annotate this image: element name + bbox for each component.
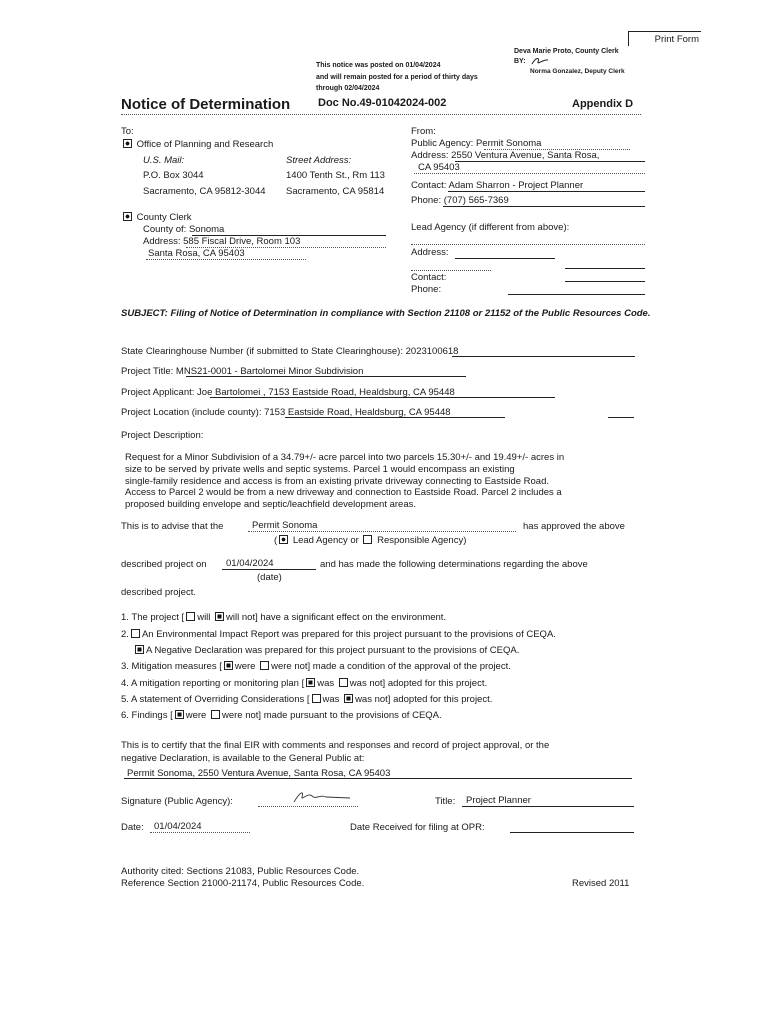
contact-label: Contact:	[411, 180, 447, 191]
county-clerk-label: County Clerk	[136, 212, 192, 223]
date-caption: (date)	[257, 572, 282, 583]
determination-2a: 2. An Environmental Impact Report was prepared for this project pursuant to the provisions of CEQA.	[121, 629, 556, 640]
determination-6: 6. Findings [ were were not] made pursuant to the provisions of CEQA.	[121, 710, 442, 721]
title-value[interactable]: Project Planner	[466, 795, 531, 806]
determination-3: 3. Mitigation measures [ were were not] made a condition of the approval of the project.	[121, 661, 511, 672]
approval-date[interactable]: 01/04/2024	[226, 558, 274, 569]
city-street: Sacramento, CA 95814	[286, 186, 385, 197]
from-address-1[interactable]: 2550 Ventura Avenue, Santa Rosa,	[451, 150, 600, 161]
negative-declaration-checkbox[interactable]	[135, 645, 144, 654]
mitigation-were-not-checkbox[interactable]	[260, 661, 269, 670]
certify-location[interactable]: Permit Sonoma, 2550 Ventura Avenue, Santa Rosa, CA 95403	[127, 768, 391, 779]
advise-suffix: has approved the above	[523, 521, 625, 532]
monitoring-was-checkbox[interactable]	[306, 678, 315, 687]
clerk-initials	[530, 56, 550, 66]
description-line: size to be served by private wells and septic systems. Parcel 1 would encompass an existing	[125, 463, 515, 475]
reference-section: Reference Section 21000-21174, Public Resources Code.	[121, 878, 365, 889]
description-line: proposed building envelope and septic/leachfield development areas.	[125, 499, 417, 511]
lead-agency-checkbox[interactable]	[279, 535, 288, 544]
described-prefix: described project on	[121, 559, 207, 570]
public-agency-value[interactable]: Permit Sonoma	[475, 138, 542, 149]
project-applicant-value[interactable]: Joe Bartolomei , 7153 Eastside Road, Healdsburg, CA 95448	[197, 387, 455, 398]
doc-number: Doc No.49-01042024-002	[318, 97, 447, 109]
signature-scribble	[290, 788, 360, 806]
opr-label: Office of Planning and Research	[136, 139, 274, 150]
posting-line-1: This notice was posted on 01/04/2024	[316, 62, 441, 69]
to-label: To:	[121, 126, 134, 137]
effect-will-checkbox[interactable]	[186, 612, 195, 621]
responsible-agency-option: Responsible Agency)	[377, 535, 467, 546]
overriding-was-not-checkbox[interactable]	[344, 694, 353, 703]
date-value[interactable]: 01/04/2024	[154, 821, 202, 832]
determination-4: 4. A mitigation reporting or monitoring plan [ was was not] adopted for this project.	[121, 678, 488, 689]
from-address-label: Address:	[411, 150, 449, 161]
findings-were-checkbox[interactable]	[175, 710, 184, 719]
print-form-label: Print Form	[654, 34, 699, 45]
determination-1: 1. The project [ will will not] have a significant effect on the environment.	[121, 612, 447, 623]
subject: SUBJECT: Filing of Notice of Determination in compliance with Section 21108 or 21152 of the Public Resources Code.	[121, 308, 651, 319]
advise-prefix: This is to advise that the	[121, 521, 224, 532]
date-label: Date:	[121, 822, 144, 833]
responsible-agency-checkbox[interactable]	[363, 535, 372, 544]
lead-address-label: Address:	[411, 247, 449, 258]
lead-agency-option: Lead Agency or	[292, 535, 359, 546]
sch-value[interactable]: 2023100618	[405, 346, 459, 357]
county-address-label: Address:	[143, 236, 181, 247]
po-box: P.O. Box 3044	[143, 170, 204, 181]
findings-were-not-checkbox[interactable]	[211, 710, 220, 719]
advise-agency[interactable]: Permit Sonoma	[252, 520, 318, 531]
county-clerk-checkbox[interactable]	[123, 212, 132, 221]
public-agency-label: Public Agency:	[411, 138, 474, 149]
opr-received-label: Date Received for filing at OPR:	[350, 822, 485, 833]
described-suffix: and has made the following determinations regarding the above	[320, 559, 588, 570]
described-end: described project.	[121, 587, 196, 598]
lead-contact-label: Contact:	[411, 272, 447, 283]
clerk-by-label: BY:	[514, 58, 526, 65]
description-line: Access to Parcel 2 would be from a new driveway and connection to Eastside Road. Parcel 2 includes a	[125, 487, 562, 499]
street-address-label: Street Address:	[286, 155, 352, 166]
county-of-label: County of:	[143, 224, 187, 235]
certify-line-2: negative Declaration, is available to the General Public at:	[121, 753, 365, 764]
us-mail-label: U.S. Mail:	[143, 155, 185, 166]
opr-checkbox[interactable]	[123, 139, 132, 148]
sch-label: State Clearinghouse Number (if submitted to State Clearinghouse):	[121, 346, 403, 357]
monitoring-was-not-checkbox[interactable]	[339, 678, 348, 687]
clerk-name: Deva Marie Proto, County Clerk	[514, 48, 619, 55]
phone-value[interactable]: (707) 565-7369	[443, 195, 509, 206]
county-address-2[interactable]: Santa Rosa, CA 95403	[148, 248, 245, 259]
from-label: From:	[411, 126, 436, 137]
project-description	[125, 452, 564, 511]
from-address-2[interactable]: CA 95403	[418, 162, 460, 173]
posting-line-3: through 02/04/2024	[316, 85, 380, 92]
county-address-1[interactable]: 585 Fiscal Drive, Room 103	[183, 236, 301, 247]
street-address: 1400 Tenth St., Rm 113	[286, 170, 385, 181]
revised-date: Revised 2011	[572, 878, 630, 889]
mitigation-were-checkbox[interactable]	[224, 661, 233, 670]
project-location-label: Project Location (include county):	[121, 407, 262, 418]
description-line: Request for a Minor Subdivision of a 34.79+/- acre parcel into two parcels 15.30+/- and 19.49+/- acres in	[125, 452, 565, 463]
signature-label: Signature (Public Agency):	[121, 796, 233, 807]
authority-cited: Authority cited: Sections 21083, Public Resources Code.	[121, 866, 360, 877]
page-title: Notice of Determination	[121, 96, 291, 113]
county-of-value[interactable]: Sonoma	[188, 224, 225, 235]
overriding-was-checkbox[interactable]	[312, 694, 321, 703]
title-label: Title:	[435, 796, 456, 807]
determination-2b: A Negative Declaration was prepared for this project pursuant to the provisions of CEQA.	[133, 645, 519, 656]
description-line: single-family residence and access is from an existing private driveway connecting to Eastside Road.	[125, 475, 550, 487]
project-title-value[interactable]: MNS21-0001 - Bartolomei Minor Subdivision	[175, 366, 364, 377]
appendix-label: Appendix D	[572, 98, 634, 110]
city-mail: Sacramento, CA 95812-3044	[143, 186, 266, 197]
project-location-value[interactable]: 7153 Eastside Road, Healdsburg, CA 95448	[264, 407, 451, 418]
project-description-label: Project Description:	[121, 430, 204, 441]
print-form-button[interactable]	[628, 31, 701, 46]
determination-5: 5. A statement of Overriding Considerations [ was was not] adopted for this project.	[121, 694, 493, 705]
lead-phone-label: Phone:	[411, 284, 442, 295]
certify-line-1: This is to certify that the final EIR with comments and responses and record of project approval, or the	[121, 740, 550, 751]
effect-will-not-checkbox[interactable]	[215, 612, 224, 621]
posting-line-2: and will remain posted for a period of thirty days	[316, 74, 478, 81]
phone-label: Phone:	[411, 195, 442, 206]
project-applicant-label: Project Applicant:	[121, 387, 195, 398]
lead-agency-label: Lead Agency (if different from above):	[411, 222, 570, 233]
contact-value[interactable]: Adam Sharron - Project Planner	[448, 180, 584, 191]
project-title-label: Project Title:	[121, 366, 174, 377]
eir-checkbox[interactable]	[131, 629, 140, 638]
deputy-clerk: Norma Gonzalez, Deputy Clerk	[530, 68, 625, 75]
